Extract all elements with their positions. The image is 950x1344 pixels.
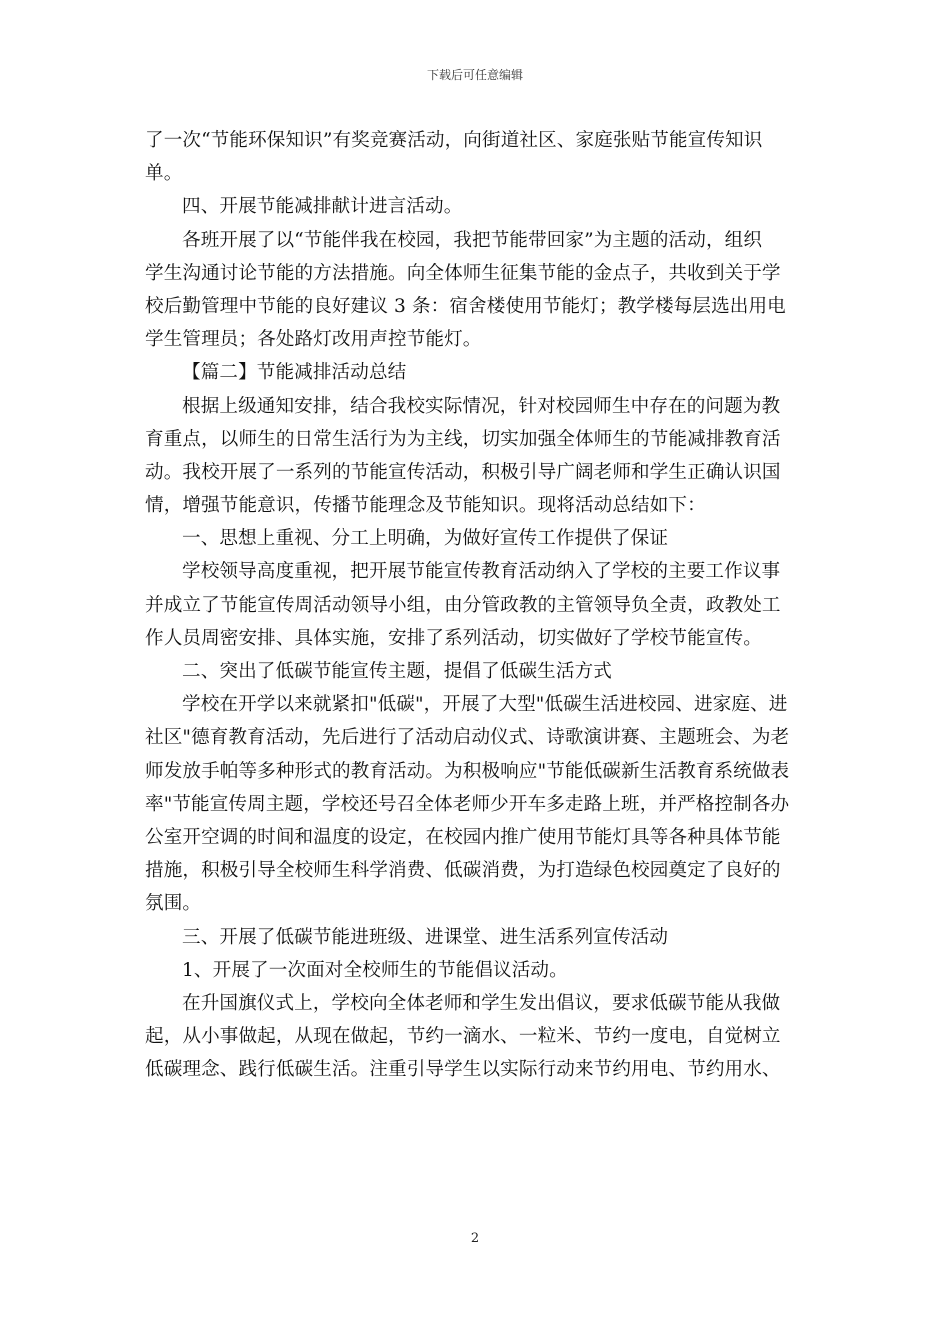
- text-line: 单。: [145, 163, 183, 185]
- text-line: 育重点，以师生的日常生活行为为主线，切实加强全体师生的节能减排教育活: [145, 428, 781, 450]
- text-line: 在升国旗仪式上，学校向全体老师和学生发出倡议，要求低碳节能从我做: [182, 992, 781, 1014]
- subsection-heading: 1、开展了一次面对全校师生的节能倡议活动。: [182, 959, 568, 981]
- text-line: 低碳理念、践行低碳生活。注重引导学生以实际行动来节约用电、节约用水、: [145, 1059, 781, 1081]
- page-number: 2: [470, 1231, 480, 1246]
- section-heading: 二、突出了低碳节能宣传主题，提倡了低碳生活方式: [182, 661, 612, 682]
- text-line: 公室开空调的时间和温度的设定，在校园内推广使用节能灯具等各种具体节能: [145, 826, 781, 848]
- section-heading: 四、开展节能减排献计进言活动。: [182, 196, 463, 218]
- text-line: 并成立了节能宣传周活动领导小组，由分管政教的主管领导负全责，政教处工: [145, 594, 781, 616]
- text-line: 学校领导高度重视，把开展节能宣传教育活动纳入了学校的主要工作议事: [182, 561, 781, 583]
- article-title: 【篇二】节能减排活动总结: [182, 362, 407, 384]
- text-line: 校后勤管理中节能的良好建议 3 条：宿舍楼使用节能灯；教学楼每层选出用电: [145, 295, 786, 317]
- section-heading: 三、开展了低碳节能进班级、进课堂、进生活系列宣传活动: [182, 926, 669, 948]
- body-text: [145, 124, 805, 1086]
- text-line: 措施，积极引导全校师生科学消费、低碳消费，为打造绿色校园奠定了良好的: [145, 860, 781, 882]
- page-header: 下载后可任意编辑: [426, 68, 523, 82]
- text-line: 学生沟通讨论节能的方法措施。向全体师生征集节能的金点子，共收到关于学: [145, 262, 781, 284]
- text-line: 学校在开学以来就紧扣"低碳"，开展了大型"低碳生活进校园、进家庭、进: [182, 694, 788, 716]
- text-line: 师发放手帕等多种形式的教育活动。为积极响应"节能低碳新生活教育系统做表: [145, 760, 790, 782]
- text-line: 起，从小事做起，从现在做起，节约一滴水、一粒米、节约一度电，自觉树立: [145, 1026, 781, 1048]
- text-line: 各班开展了以“节能伴我在校园，我把节能带回家”为主题的活动，组织: [182, 229, 763, 251]
- text-line: 率"节能宣传周主题，学校还号召全体老师少开车多走路上班，并严格控制各办: [145, 793, 790, 815]
- section-heading: 一、思想上重视、分工上明确，为做好宣传工作提供了保证: [182, 528, 669, 550]
- text-line: 作人员周密安排、具体实施，安排了系列活动，切实做好了学校节能宣传。: [145, 627, 762, 649]
- text-line: 情，增强节能意识，传播节能理念及节能知识。现将活动总结如下：: [145, 495, 706, 517]
- text-line: 了一次“节能环保知识”有奖竞赛活动，向街道社区、家庭张贴节能宣传知识: [145, 130, 763, 151]
- text-line: 氛围。: [145, 893, 202, 915]
- text-line: 社区"德育教育活动，先后进行了活动启动仪式、诗歌演讲赛、主题班会、为老: [145, 727, 790, 749]
- text-line: 学生管理员；各处路灯改用声控节能灯。: [145, 329, 482, 351]
- text-line: 根据上级通知安排，结合我校实际情况，针对校园师生中存在的问题为教: [182, 395, 781, 417]
- text-line: 动。我校开展了一系列的节能宣传活动，积极引导广阔老师和学生正确认识国: [145, 461, 781, 483]
